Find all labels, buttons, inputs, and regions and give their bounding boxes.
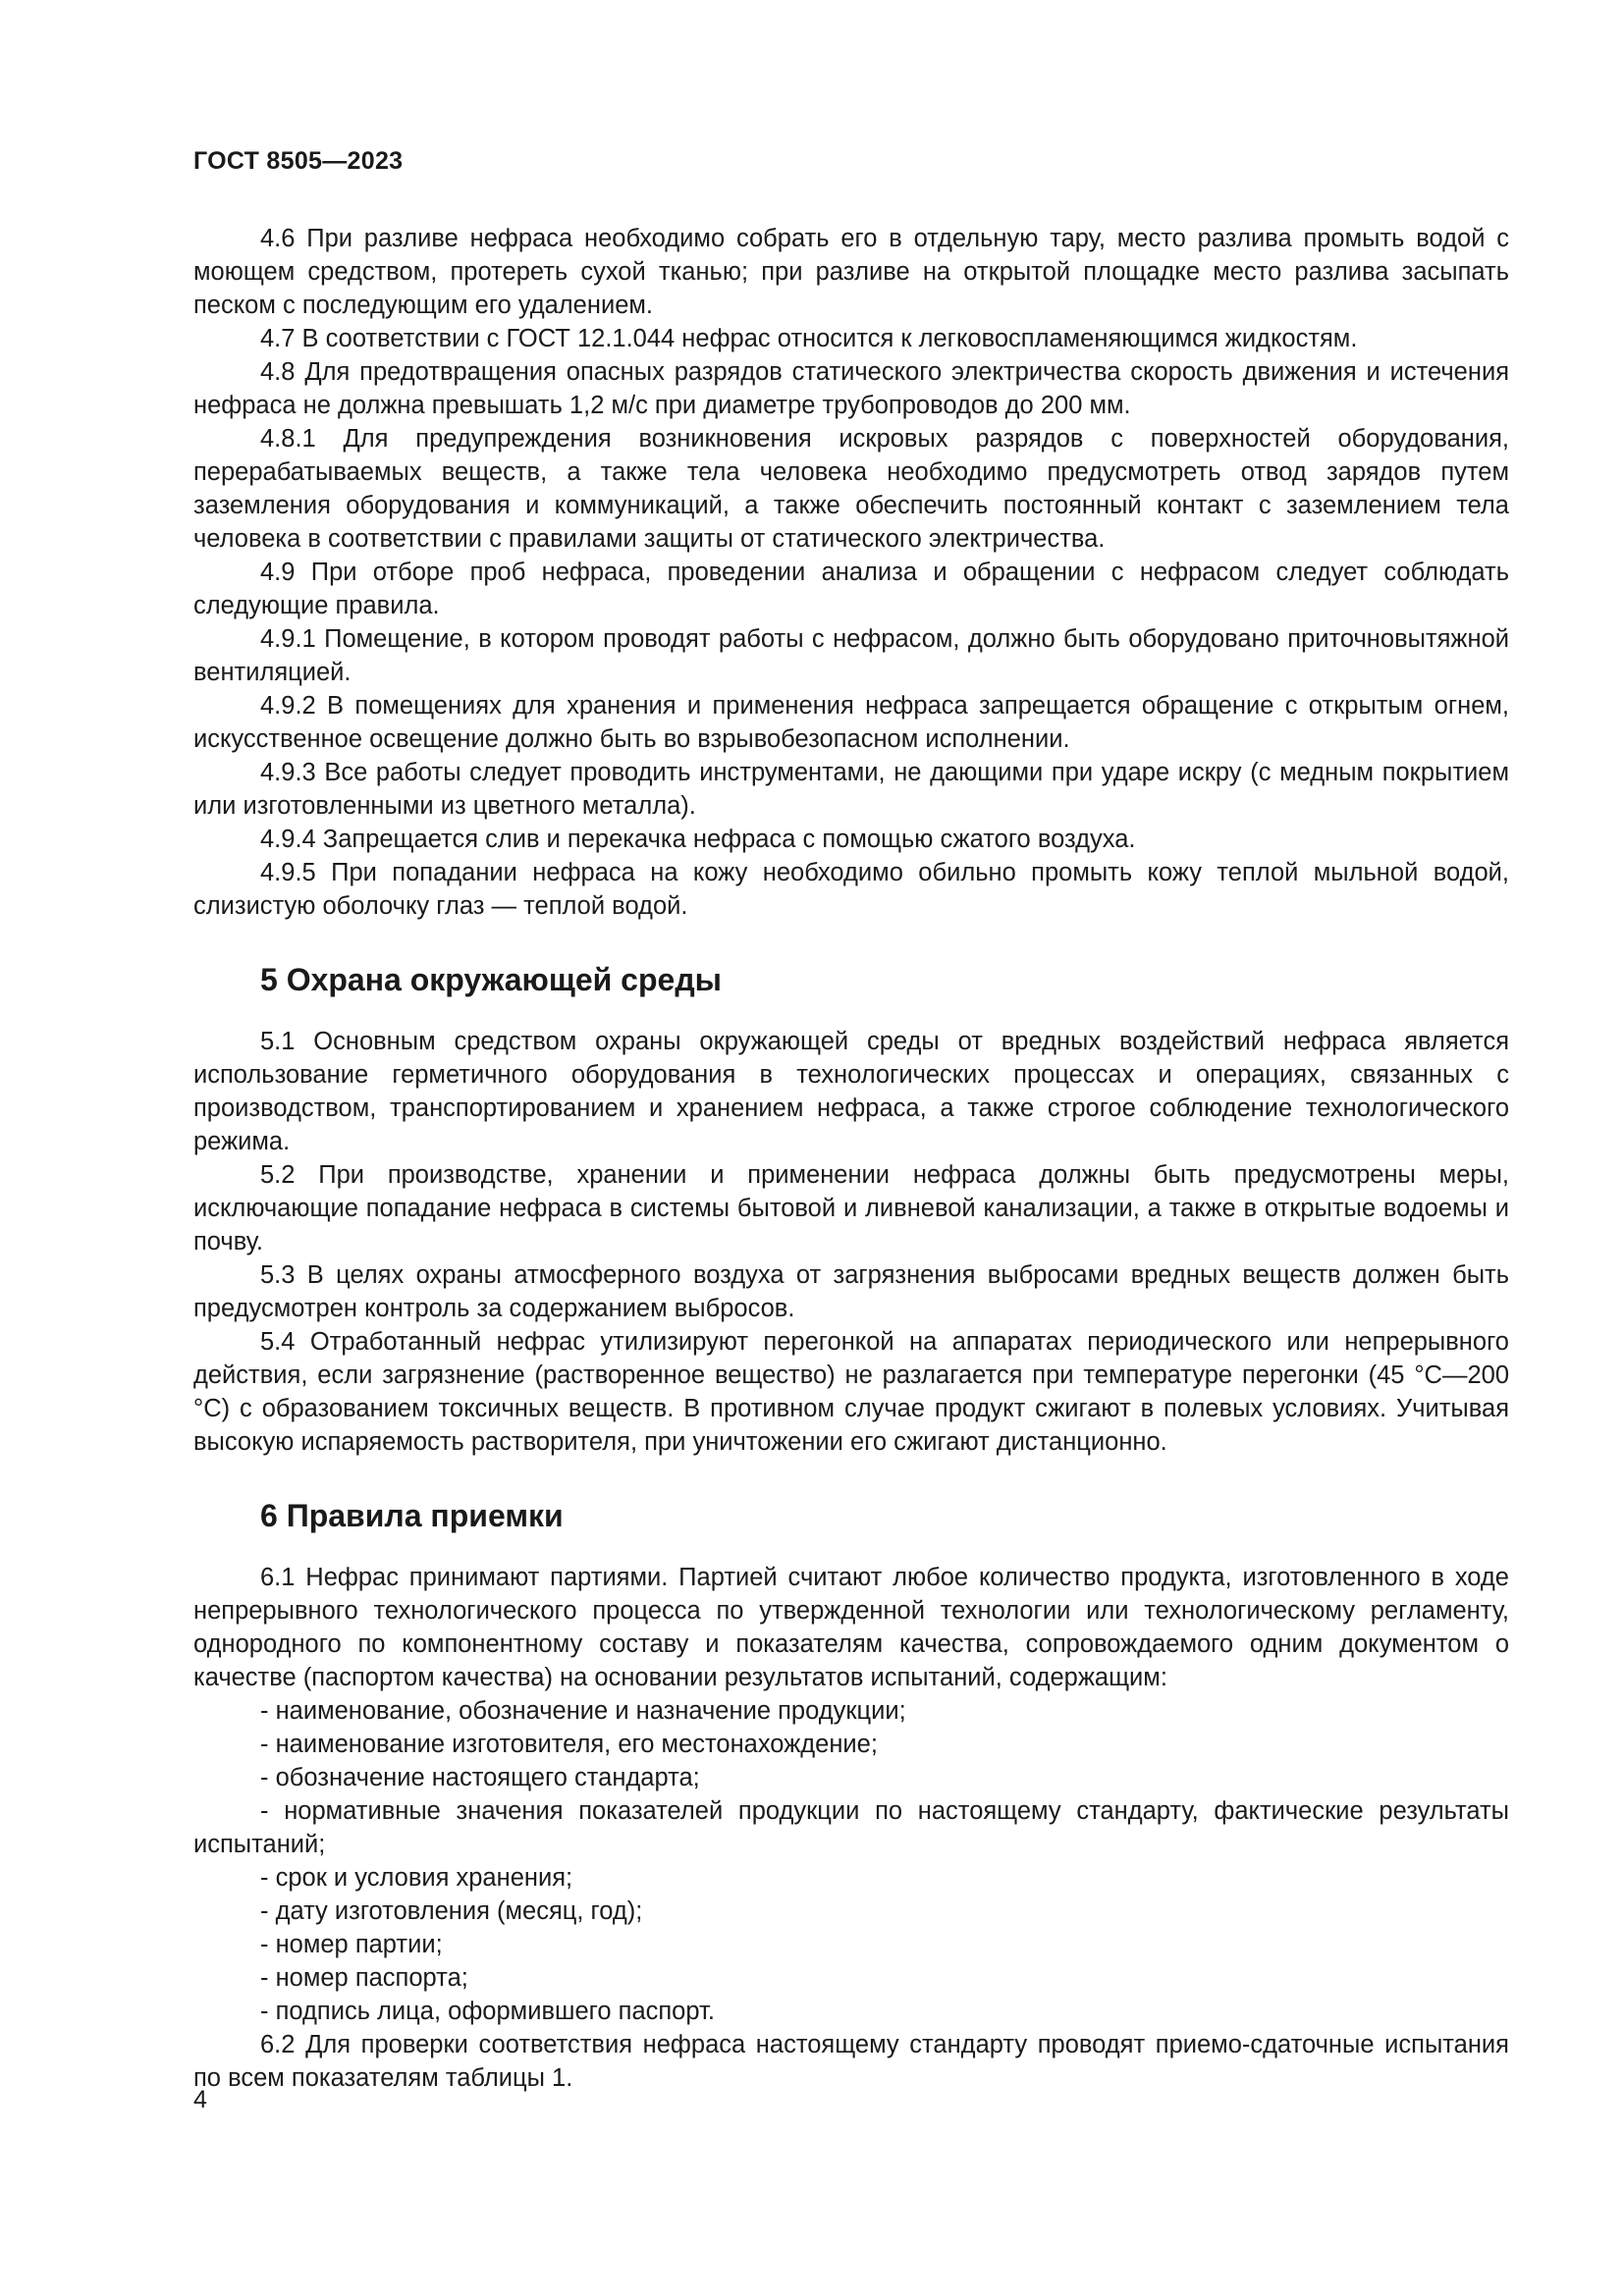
paragraph-4-9-5: 4.9.5 При попадании нефраса на кожу необходимо обильно промыть кожу теплой мыльной водой, слизистую оболочку глаз — теплой водой.: [193, 859, 1509, 920]
list-item: - подпись лица, оформившего паспорт.: [260, 1998, 715, 2025]
paragraph-5-4: 5.4 Отработанный нефрас утилизируют перегонкой на аппаратах периодического или непрерывного действия, если загрязнение (растворенное вещество) не разлагается при температуре перегонки (45 °С—200 °С) с образованием токсичных веществ. В противном случае продукт сжигают в полевых условиях. Учитывая высокую испаряемость растворителя, при уничтожении его сжигают дистанционно.: [193, 1328, 1509, 1456]
paragraph-4-9: 4.9 При отборе проб нефраса, проведении анализа и обращении с нефрасом следует соблюдать следующие правила.: [193, 559, 1509, 619]
list-item: - наименование изготовителя, его местонахождение;: [260, 1731, 878, 1758]
list-item: - номер паспорта;: [260, 1964, 468, 1992]
list-item: - наименование, обозначение и назначение продукции;: [260, 1697, 906, 1725]
section-heading-6: 6 Правила приемки: [260, 1498, 564, 1533]
document-header: ГОСТ 8505—2023: [193, 147, 404, 175]
paragraph-4-8-1: 4.8.1 Для предупреждения возникновения искровых разрядов с поверхностей оборудования, перерабатываемых веществ, а также тела человека необходимо предусмотреть отвод зарядов путем заземления оборудования и коммуникаций, а также обеспечить постоянный контакт с заземлением тела человека в соответствии с правилами защиты от статического электричества.: [193, 425, 1509, 553]
page-number: 4: [193, 2086, 207, 2113]
paragraph-5-3: 5.3 В целях охраны атмосферного воздуха от загрязнения выбросами вредных веществ должен быть предусмотрен контроль за содержанием выбросов.: [193, 1261, 1509, 1322]
paragraph-6-2: 6.2 Для проверки соответствия нефраса настоящему стандарту проводят приемо-сдаточные испытания по всем показателям таблицы 1.: [193, 2031, 1509, 2092]
list-item: - номер партии;: [260, 1931, 443, 1958]
paragraph-4-9-1: 4.9.1 Помещение, в котором проводят работы с нефрасом, должно быть оборудовано приточновытяжной вентиляцией.: [193, 625, 1509, 686]
paragraph-4-9-3: 4.9.3 Все работы следует проводить инструментами, не дающими при ударе искру (с медным покрытием или изготовленными из цветного металла).: [193, 759, 1509, 820]
list-item: - срок и условия хранения;: [260, 1864, 573, 1892]
list-item: - обозначение настоящего стандарта;: [260, 1764, 700, 1791]
list-item: - дату изготовления (месяц, год);: [260, 1897, 643, 1925]
paragraph-6-1: 6.1 Нефрас принимают партиями. Партией считают любое количество продукта, изготовленного в ходе непрерывного технологического процесса по утвержденной технологии или технологическому регламенту, однородного по компонентному составу и показателям качества, сопровождаемого одним документом о качестве (паспортом качества) на основании результатов испытаний, содержащим:: [193, 1564, 1509, 1691]
section-heading-5: 5 Охрана окружающей среды: [260, 962, 722, 997]
paragraph-4-7: 4.7 В соответствии с ГОСТ 12.1.044 нефрас относится к легковоспламеняющимся жидкостям.: [260, 325, 1358, 352]
paragraph-4-8: 4.8 Для предотвращения опасных разрядов статического электричества скорость движения и истечения нефраса не должна превышать 1,2 м/с при диаметре трубопроводов до 200 мм.: [193, 358, 1509, 419]
paragraph-5-1: 5.1 Основным средством охраны окружающей среды от вредных воздействий нефраса является использование герметичного оборудования в технологических процессах и операциях, связанных с производством, транспортированием и хранением нефраса, а также строгое соблюдение технологического режима.: [193, 1028, 1509, 1155]
paragraph-5-2: 5.2 При производстве, хранении и применении нефраса должны быть предусмотрены меры, исключающие попадание нефраса в системы бытовой и ливневой канализации, а также в открытые водоемы и почву.: [193, 1161, 1509, 1255]
paragraph-4-9-2: 4.9.2 В помещениях для хранения и применения нефраса запрещается обращение с открытым огнем, искусственное освещение должно быть во взрывобезопасном исполнении.: [193, 692, 1509, 753]
paragraph-4-6: 4.6 При разливе нефраса необходимо собрать его в отдельную тару, место разлива промыть водой с моющем средством, протереть сухой тканью; при разливе на открытой площадке место разлива засыпать песком с последующим его удалением.: [193, 225, 1509, 319]
list-item: - нормативные значения показателей продукции по настоящему стандарту, фактические результаты испытаний;: [193, 1797, 1509, 1858]
document-body: [193, 222, 1509, 2095]
paragraph-4-9-4: 4.9.4 Запрещается слив и перекачка нефраса с помощью сжатого воздуха.: [260, 826, 1136, 853]
